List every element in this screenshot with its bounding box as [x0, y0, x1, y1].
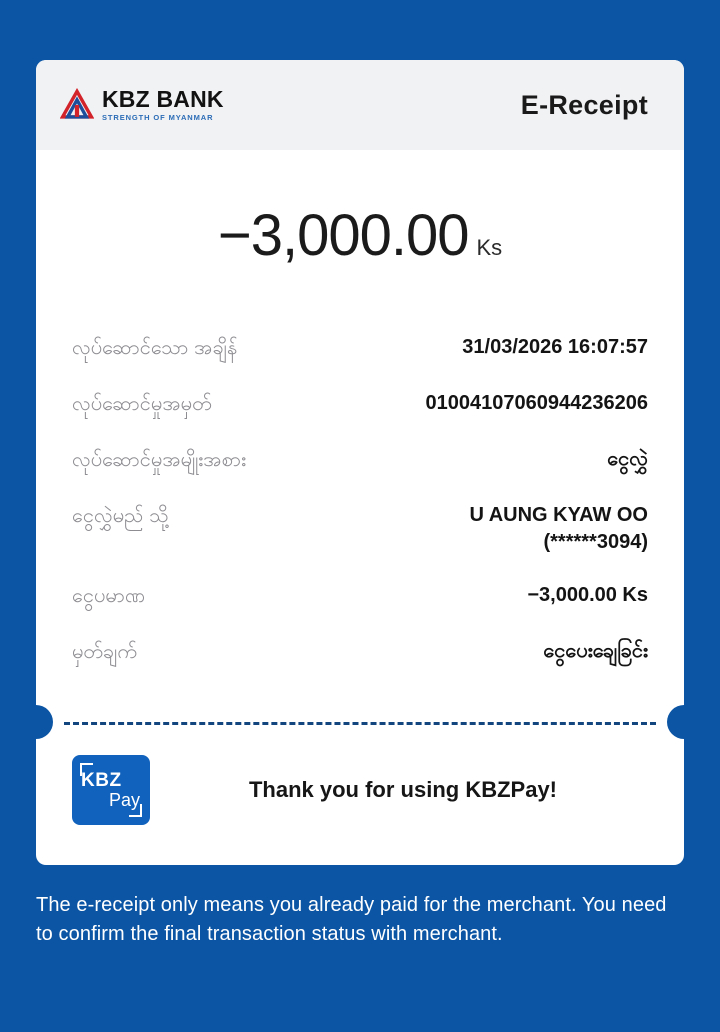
- amount-section: [36, 150, 684, 309]
- detail-row-transaction-type: [72, 433, 648, 489]
- notch-left: [36, 705, 53, 739]
- detail-value: ငွေလွှဲ: [607, 448, 648, 470]
- thank-you-message: Thank you for using KBZPay!: [248, 777, 558, 802]
- kbzpay-logo-line1: KBZ: [81, 769, 122, 791]
- kbz-triangle-logo-icon: [60, 88, 94, 122]
- bank-tagline: STRENGTH OF MYANMAR: [102, 113, 214, 123]
- page-title: E-Receipt: [520, 89, 648, 120]
- amount-currency: Ks: [476, 235, 503, 260]
- detail-label: မှတ်ချက်: [72, 641, 137, 663]
- detail-label: ငွေလွှဲမည် သို့: [72, 505, 169, 527]
- detail-label: ငွေပမာဏ: [72, 585, 146, 607]
- detail-value-group: [469, 502, 648, 556]
- recipient-account-masked: (******3094): [543, 531, 648, 553]
- detail-row-recipient: [72, 489, 648, 569]
- disclaimer-note: The e-receipt only means you already paid for the merchant. You need to confirm the final transaction status with merchant.: [36, 894, 667, 945]
- detail-value: 31/03/2026 16:07:57: [462, 336, 648, 358]
- bank-brand: [60, 88, 224, 122]
- bank-name: KBZ BANK: [102, 86, 224, 113]
- perforation-separator: [36, 705, 684, 741]
- detail-value: 01004107060944236206: [425, 392, 648, 414]
- detail-row-remark: [72, 625, 648, 681]
- amount-value: −3,000.00: [217, 203, 469, 268]
- detail-label: လုပ်ဆောင်မှုအမျိုးအစား: [72, 449, 247, 471]
- dashed-line: [64, 722, 656, 725]
- receipt-card: [36, 60, 684, 865]
- notch-right: [667, 705, 684, 739]
- detail-row-amount: [72, 569, 648, 625]
- detail-value: ငွေပေးချေခြင်း: [543, 640, 648, 662]
- detail-value: −3,000.00 Ks: [527, 584, 648, 606]
- kbzpay-logo-line2: Pay: [108, 789, 140, 810]
- receipt-header: [36, 60, 684, 150]
- detail-row-transaction-id: [72, 377, 648, 433]
- detail-list: [36, 309, 684, 691]
- detail-label: လုပ်ဆောင်မှုအမှတ်: [72, 393, 212, 415]
- receipt-footer: [36, 741, 684, 865]
- detail-label: လုပ်ဆောင်သော အချိန်: [72, 337, 238, 359]
- kbzpay-logo-icon: [72, 755, 150, 825]
- recipient-name: U AUNG KYAW OO: [469, 504, 648, 526]
- detail-row-transaction-time: [72, 321, 648, 377]
